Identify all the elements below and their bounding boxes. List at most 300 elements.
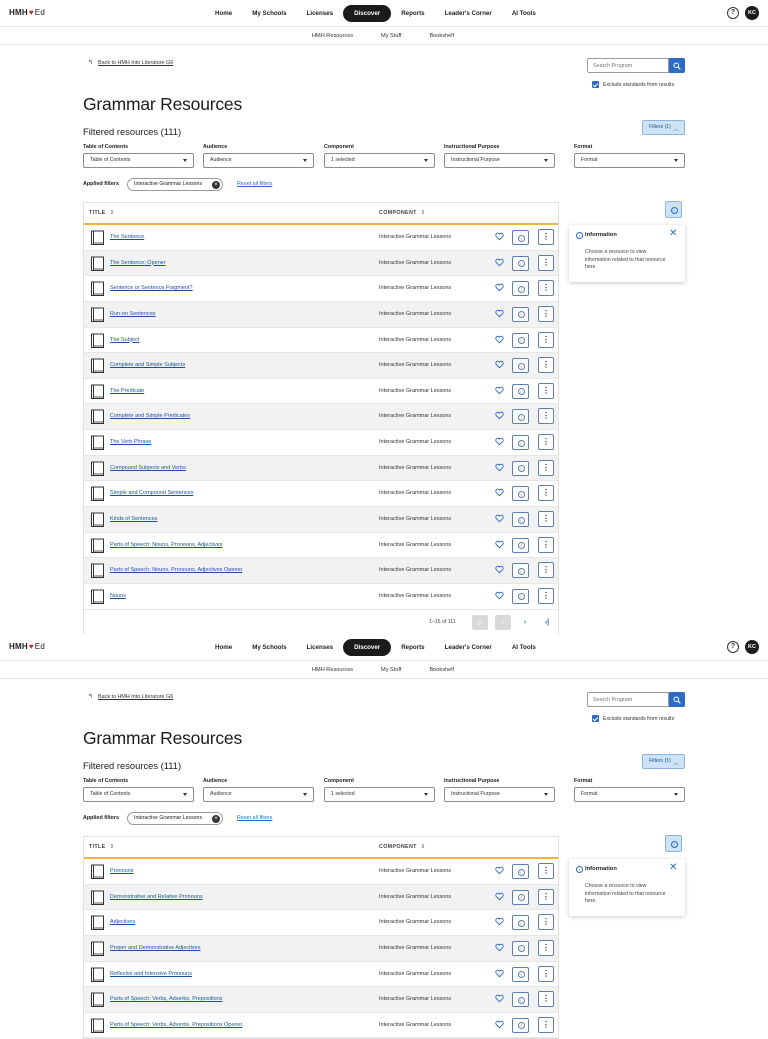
resource-component: Interactive Grammar Lessons	[379, 1021, 452, 1028]
subnav-items	[298, 27, 468, 45]
back-link[interactable]: ↰ Back to HMH Into Literature G6	[88, 694, 174, 700]
favorite-heart-icon[interactable]	[495, 258, 504, 267]
info-icon: i	[518, 260, 525, 267]
applied-filters-label: Applied filters	[83, 815, 119, 821]
subnav-item-hmh-resources[interactable]: HMH Resources	[312, 33, 354, 39]
table-row	[84, 353, 558, 379]
last-page-button[interactable]: ›|	[544, 618, 550, 626]
resource-component: Interactive Grammar Lessons	[379, 259, 452, 266]
search-button[interactable]	[669, 692, 685, 707]
book-icon	[90, 864, 106, 880]
book-icon	[90, 409, 106, 425]
info-button[interactable]	[512, 941, 529, 956]
exclude-standards[interactable]	[592, 715, 674, 722]
resource-component: Interactive Grammar Lessons	[379, 919, 452, 926]
table-header	[84, 203, 558, 225]
info-icon: i	[671, 207, 678, 214]
info-icon: i	[518, 311, 525, 318]
book-icon	[90, 915, 106, 931]
search-input[interactable]	[587, 692, 669, 707]
nav-item-discover[interactable]: Discover	[343, 5, 391, 22]
info-button[interactable]	[512, 461, 529, 476]
favorite-heart-icon[interactable]	[495, 1020, 504, 1029]
help-icon[interactable]: ?	[727, 7, 739, 19]
info-icon: i	[518, 971, 525, 978]
info-button[interactable]	[512, 230, 529, 245]
table-row	[84, 404, 558, 430]
caret-down-icon	[424, 793, 428, 796]
resource-component: Interactive Grammar Lessons	[379, 310, 452, 317]
filter-label: Instructional Purpose	[444, 144, 500, 150]
more-options-button[interactable]: ⋮	[538, 255, 554, 271]
close-icon[interactable]: ✕	[669, 228, 678, 239]
search-icon	[673, 696, 681, 704]
table-row	[84, 276, 558, 302]
chevron-up-icon: ︿	[672, 127, 679, 133]
info-icon: i	[518, 894, 525, 901]
info-icon: i	[518, 388, 525, 395]
close-icon[interactable]: ✕	[669, 862, 678, 873]
column-component[interactable]: COMPONENT ⇕	[379, 210, 426, 216]
nav-item-ai-tools[interactable]: AI Tools	[511, 10, 536, 17]
filter-select[interactable]: Instructional Purpose	[444, 153, 555, 168]
info-icon: i	[518, 414, 525, 421]
filter-label: Component	[324, 144, 354, 150]
favorite-heart-icon[interactable]	[495, 994, 504, 1003]
more-options-button[interactable]: ⋮	[538, 1017, 554, 1033]
info-panel	[569, 225, 685, 282]
info-icon: i	[671, 841, 678, 848]
book-icon	[90, 435, 106, 451]
more-options-button[interactable]: ⋮	[538, 383, 554, 399]
info-button[interactable]	[512, 538, 529, 553]
resource-component: Interactive Grammar Lessons	[379, 285, 452, 292]
more-options-button[interactable]: ⋮	[538, 940, 554, 956]
column-title[interactable]: TITLE ⇕	[89, 210, 115, 216]
resource-component: Interactive Grammar Lessons	[379, 234, 452, 240]
info-icon: i	[518, 945, 525, 952]
resource-component: Interactive Grammar Lessons	[379, 567, 452, 574]
favorite-heart-icon[interactable]	[495, 411, 504, 420]
remove-chip-icon[interactable]: ×	[212, 815, 220, 823]
table-body	[84, 859, 558, 1038]
info-icon: i	[518, 920, 525, 927]
info-button[interactable]	[512, 1018, 529, 1033]
favorite-heart-icon[interactable]	[495, 360, 504, 369]
table-row	[84, 558, 558, 584]
info-panel-toggle[interactable]	[665, 835, 682, 852]
favorite-heart-icon[interactable]	[495, 386, 504, 395]
table-row	[84, 987, 558, 1013]
book-icon	[90, 941, 106, 957]
favorite-heart-icon[interactable]	[495, 540, 504, 549]
info-button[interactable]	[512, 384, 529, 399]
pagination-count: 1–15 of 111	[429, 618, 456, 625]
filter-label: Format	[574, 144, 593, 150]
brand-logo[interactable]: HMH♥Ed	[9, 8, 45, 17]
more-options-button[interactable]: ⋮	[538, 280, 554, 296]
table-row	[84, 1013, 558, 1039]
sub-nav	[0, 661, 768, 679]
info-button[interactable]	[512, 589, 529, 604]
search-input[interactable]	[587, 58, 669, 73]
resource-component: Interactive Grammar Lessons	[379, 362, 452, 369]
sub-nav	[0, 27, 768, 45]
subnav-item-my-stuff[interactable]: My Stuff	[381, 667, 402, 673]
sort-icon: ⇕	[109, 844, 115, 850]
info-button[interactable]	[512, 890, 529, 905]
more-options-button[interactable]: ⋮	[538, 511, 554, 527]
resource-title-link[interactable]: Demonstrative and Relative Pronouns	[110, 893, 203, 900]
more-options-button[interactable]: ⋮	[538, 863, 554, 879]
nav-item-licenses[interactable]: Licenses	[306, 644, 334, 651]
avatar[interactable]: KC	[745, 640, 759, 654]
info-panel	[569, 859, 685, 916]
resource-title-link[interactable]: Parts of Speech: Verbs, Adverbs, Prepositions Opener	[110, 1021, 243, 1028]
resource-title-link[interactable]: Parts of Speech: Verbs, Adverbs, Prepositions	[110, 996, 223, 1003]
resource-component: Interactive Grammar Lessons	[379, 464, 452, 471]
filter-select[interactable]: Table of Contents	[83, 153, 194, 168]
more-options-button[interactable]: ⋮	[538, 966, 554, 982]
table-row	[84, 507, 558, 533]
info-icon: i	[518, 593, 525, 600]
resource-title-link[interactable]: Complete and Simple Predicates	[110, 413, 191, 420]
book-icon	[90, 230, 106, 246]
filter-group	[574, 143, 685, 168]
favorite-heart-icon[interactable]	[495, 866, 504, 875]
filters-button[interactable]: Filters (1) ︿	[642, 754, 685, 769]
filter-label: Table of Contents	[83, 144, 129, 150]
filter-label: Instructional Purpose	[444, 778, 500, 784]
info-button[interactable]	[512, 967, 529, 982]
favorite-heart-icon[interactable]	[495, 514, 504, 523]
table-row	[84, 225, 558, 251]
filters-button[interactable]: Filters (1) ︿	[642, 120, 685, 135]
table-row	[84, 936, 558, 962]
resource-title-link[interactable]: Run-on Sentences	[110, 310, 156, 317]
favorite-heart-icon[interactable]	[495, 232, 504, 241]
remove-chip-icon[interactable]: ×	[212, 181, 220, 189]
subnav-item-bookshelf[interactable]: Bookshelf	[429, 33, 455, 39]
filter-label: Component	[324, 778, 354, 784]
resource-title-link[interactable]: Parts of Speech: Nouns, Pronouns, Adjectives Opener	[110, 567, 243, 574]
subnav-item-bookshelf[interactable]: Bookshelf	[429, 667, 455, 673]
filter-group	[83, 777, 194, 802]
filter-group	[324, 777, 435, 802]
more-options-button[interactable]: ⋮	[538, 537, 554, 553]
table-body	[84, 225, 558, 610]
book-icon	[90, 281, 106, 297]
resource-title-link[interactable]: The Verb Phrase	[110, 439, 152, 446]
favorite-heart-icon[interactable]	[495, 892, 504, 901]
table-header	[84, 837, 558, 859]
top-nav	[0, 634, 768, 661]
info-button[interactable]	[512, 915, 529, 930]
filter-group	[203, 143, 314, 168]
filter-group	[444, 777, 555, 802]
nav-items	[205, 639, 546, 656]
table-row	[84, 885, 558, 911]
more-options-button[interactable]: ⋮	[538, 562, 554, 578]
info-icon: i	[518, 542, 525, 549]
favorite-heart-icon[interactable]	[495, 309, 504, 318]
avatar[interactable]: KC	[745, 6, 759, 20]
filter-label: Audience	[203, 778, 228, 784]
resource-component: Interactive Grammar Lessons	[379, 541, 452, 548]
more-options-button[interactable]: ⋮	[538, 434, 554, 450]
favorite-heart-icon[interactable]	[495, 488, 504, 497]
resource-component: Interactive Grammar Lessons	[379, 516, 452, 523]
nav-item-licenses[interactable]: Licenses	[306, 10, 334, 17]
resource-component: Interactive Grammar Lessons	[379, 336, 452, 343]
book-icon	[90, 307, 106, 323]
more-options-button[interactable]: ⋮	[538, 485, 554, 501]
help-icon[interactable]: ?	[727, 641, 739, 653]
filter-group	[444, 143, 555, 168]
resource-component: Interactive Grammar Lessons	[379, 439, 452, 446]
more-options-button[interactable]: ⋮	[538, 588, 554, 604]
info-icon: i	[518, 997, 525, 1004]
filter-label: Audience	[203, 144, 228, 150]
caret-down-icon	[674, 793, 678, 796]
nav-item-leader-s-corner[interactable]: Leader's Corner	[444, 644, 492, 651]
resource-title-link[interactable]: Adjectives	[110, 919, 136, 926]
favorite-heart-icon[interactable]	[495, 463, 504, 472]
table-row	[84, 430, 558, 456]
info-button[interactable]	[512, 864, 529, 879]
resource-component: Interactive Grammar Lessons	[379, 592, 452, 599]
filter-select[interactable]: Audience	[203, 153, 314, 168]
top-nav	[0, 0, 768, 27]
table-row	[84, 251, 558, 277]
book-icon	[90, 256, 106, 272]
favorite-heart-icon[interactable]	[495, 591, 504, 600]
nav-item-reports[interactable]: Reports	[401, 10, 425, 17]
info-button[interactable]	[512, 281, 529, 296]
more-options-button[interactable]: ⋮	[538, 229, 554, 245]
subnav-item-my-stuff[interactable]: My Stuff	[381, 33, 402, 39]
filter-group	[324, 143, 435, 168]
info-icon: i	[518, 568, 525, 575]
filter-chip[interactable]: Interactive Grammar Lessons ×	[127, 178, 223, 191]
info-icon: i	[518, 869, 525, 876]
resource-title-link[interactable]: The Sentence: Opener	[110, 259, 166, 266]
resource-title-link[interactable]: The Subject	[110, 336, 140, 343]
info-panel-title: Information	[585, 866, 617, 872]
resource-component: Interactive Grammar Lessons	[379, 944, 452, 951]
first-page-button[interactable]: |‹	[472, 615, 488, 630]
info-button[interactable]	[512, 435, 529, 450]
info-icon: i	[518, 235, 525, 242]
book-icon	[90, 589, 106, 605]
nav-item-home[interactable]: Home	[215, 10, 233, 17]
table-row	[84, 962, 558, 988]
favorite-heart-icon[interactable]	[495, 437, 504, 446]
search-icon	[673, 62, 681, 70]
exclude-label: Exclude standards from results	[603, 81, 675, 88]
resource-component: Interactive Grammar Lessons	[379, 490, 452, 497]
applied-filters-label: Applied filters	[83, 181, 119, 187]
more-options-button[interactable]: ⋮	[538, 460, 554, 476]
favorite-heart-icon[interactable]	[495, 917, 504, 926]
book-icon	[90, 538, 106, 554]
caret-down-icon	[303, 793, 307, 796]
info-icon: i	[518, 337, 525, 344]
subnav-item-hmh-resources[interactable]: HMH Resources	[312, 667, 354, 673]
table-row	[84, 584, 558, 610]
resource-title-link[interactable]: Simple and Compound Sentences	[110, 490, 194, 497]
exclude-label: Exclude standards from results	[603, 715, 675, 722]
info-icon: i	[518, 286, 525, 293]
filter-group	[83, 143, 194, 168]
caret-down-icon	[424, 159, 428, 162]
caret-down-icon	[303, 159, 307, 162]
info-icon: i	[576, 232, 583, 239]
caret-down-icon	[544, 793, 548, 796]
book-icon	[90, 461, 106, 477]
info-button[interactable]	[512, 409, 529, 424]
info-button[interactable]	[512, 307, 529, 322]
book-icon	[90, 992, 106, 1008]
sort-icon: ⇕	[420, 210, 426, 216]
info-button[interactable]	[512, 563, 529, 578]
column-title[interactable]: TITLE ⇕	[89, 844, 115, 850]
info-icon: i	[518, 1022, 525, 1029]
more-options-button[interactable]: ⋮	[538, 332, 554, 348]
resource-title-link[interactable]: Compound Subjects and Verbs	[110, 464, 186, 471]
info-icon: i	[518, 465, 525, 472]
resource-title-link[interactable]: Proper and Demonstrative Adjectives	[110, 944, 201, 951]
info-button[interactable]	[512, 992, 529, 1007]
exclude-checkbox[interactable]	[592, 715, 599, 722]
filter-label: Format	[574, 778, 593, 784]
table-row	[84, 328, 558, 354]
resource-title-link[interactable]: The Predicate	[110, 387, 145, 394]
resource-component: Interactive Grammar Lessons	[379, 893, 452, 900]
search-button[interactable]	[669, 58, 685, 73]
nav-item-ai-tools[interactable]: AI Tools	[511, 644, 536, 651]
book-icon	[90, 1018, 106, 1034]
resource-title-link[interactable]: Reflexive and Intensive Pronouns	[110, 970, 192, 977]
info-button[interactable]	[512, 486, 529, 501]
resource-component: Interactive Grammar Lessons	[379, 996, 452, 1003]
more-options-button[interactable]: ⋮	[538, 408, 554, 424]
column-component[interactable]: COMPONENT ⇕	[379, 844, 426, 850]
table-row	[84, 481, 558, 507]
info-button[interactable]	[512, 358, 529, 373]
book-icon	[90, 563, 106, 579]
filter-chip[interactable]: Interactive Grammar Lessons ×	[127, 812, 223, 825]
more-options-button[interactable]: ⋮	[538, 306, 554, 322]
caret-down-icon	[544, 159, 548, 162]
book-icon	[90, 384, 106, 400]
page-view-bottom	[0, 634, 768, 1029]
book-icon	[90, 890, 106, 906]
nav-item-reports[interactable]: Reports	[401, 644, 425, 651]
filtered-count: Filtered resources (111)	[83, 126, 182, 137]
nav-item-leader-s-corner[interactable]: Leader's Corner	[444, 10, 492, 17]
more-options-button[interactable]: ⋮	[538, 889, 554, 905]
book-icon	[90, 333, 106, 349]
more-options-button[interactable]: ⋮	[538, 914, 554, 930]
resource-title-link[interactable]: Sentence or Sentence Fragment?	[110, 285, 193, 292]
filter-group	[203, 777, 314, 802]
back-arrow-icon: ↰	[88, 694, 94, 700]
info-icon: i	[518, 363, 525, 370]
exclude-standards[interactable]	[592, 81, 674, 88]
resource-title-link[interactable]: Pronouns	[110, 868, 134, 874]
filter-group	[574, 777, 685, 802]
info-panel-toggle[interactable]	[665, 201, 682, 218]
page-title: Grammar Resources	[83, 728, 242, 748]
nav-item-my-schools[interactable]: My Schools	[252, 10, 287, 17]
book-icon	[90, 512, 106, 528]
filter-select[interactable]: 1 selected	[324, 787, 435, 802]
favorite-heart-icon[interactable]	[495, 283, 504, 292]
reset-filters-link[interactable]: Reset all filters	[237, 815, 273, 821]
filter-select[interactable]: Format	[574, 153, 685, 168]
nav-item-discover[interactable]: Discover	[343, 639, 391, 656]
filter-label: Table of Contents	[83, 778, 129, 784]
more-options-button[interactable]: ⋮	[538, 991, 554, 1007]
resource-title-link[interactable]: Nouns	[110, 592, 126, 599]
nav-item-home[interactable]: Home	[215, 644, 233, 651]
nav-item-my-schools[interactable]: My Schools	[252, 644, 287, 651]
info-icon: i	[518, 517, 525, 524]
sort-icon: ⇕	[109, 210, 115, 216]
nav-items	[205, 5, 546, 22]
filter-select[interactable]: 1 selected	[324, 153, 435, 168]
resource-title-link[interactable]: Complete and Simple Subjects	[110, 362, 186, 369]
favorite-heart-icon[interactable]	[495, 943, 504, 952]
info-button[interactable]	[512, 512, 529, 527]
back-arrow-icon: ↰	[88, 60, 94, 66]
table-row	[84, 379, 558, 405]
filter-select[interactable]: Audience	[203, 787, 314, 802]
book-icon	[90, 358, 106, 374]
resource-title-link[interactable]: The Sentence	[110, 234, 145, 240]
favorite-heart-icon[interactable]	[495, 335, 504, 344]
page-title: Grammar Resources	[83, 94, 242, 114]
info-panel-body: Choose a resource to view information related to that resource here.	[585, 883, 666, 905]
back-link[interactable]: ↰ Back to HMH Into Literature G6	[88, 60, 174, 66]
filter-select[interactable]: Format	[574, 787, 685, 802]
info-button[interactable]	[512, 333, 529, 348]
exclude-checkbox[interactable]	[592, 81, 599, 88]
table-row	[84, 910, 558, 936]
table-row	[84, 533, 558, 559]
caret-down-icon	[183, 793, 187, 796]
info-icon: i	[518, 491, 525, 498]
resource-title-link[interactable]: Kinds of Sentences	[110, 516, 158, 523]
brand-logo[interactable]: HMH♥Ed	[9, 642, 45, 651]
resource-title-link[interactable]: Parts of Speech: Nouns, Pronouns, Adjectives	[110, 541, 223, 548]
table-row	[84, 859, 558, 885]
favorite-heart-icon[interactable]	[495, 565, 504, 574]
prev-page-button[interactable]: ‹	[495, 615, 511, 630]
info-panel-body: Choose a resource to view information related to that resource here.	[585, 249, 666, 271]
favorite-heart-icon[interactable]	[495, 969, 504, 978]
caret-down-icon	[183, 159, 187, 162]
table-row	[84, 302, 558, 328]
filter-select[interactable]: Table of Contents	[83, 787, 194, 802]
info-button[interactable]	[512, 256, 529, 271]
filter-select[interactable]: Instructional Purpose	[444, 787, 555, 802]
more-options-button[interactable]: ⋮	[538, 357, 554, 373]
reset-filters-link[interactable]: Reset all filters	[237, 181, 273, 187]
next-page-button[interactable]: ›	[523, 618, 527, 626]
resource-component: Interactive Grammar Lessons	[379, 970, 452, 977]
